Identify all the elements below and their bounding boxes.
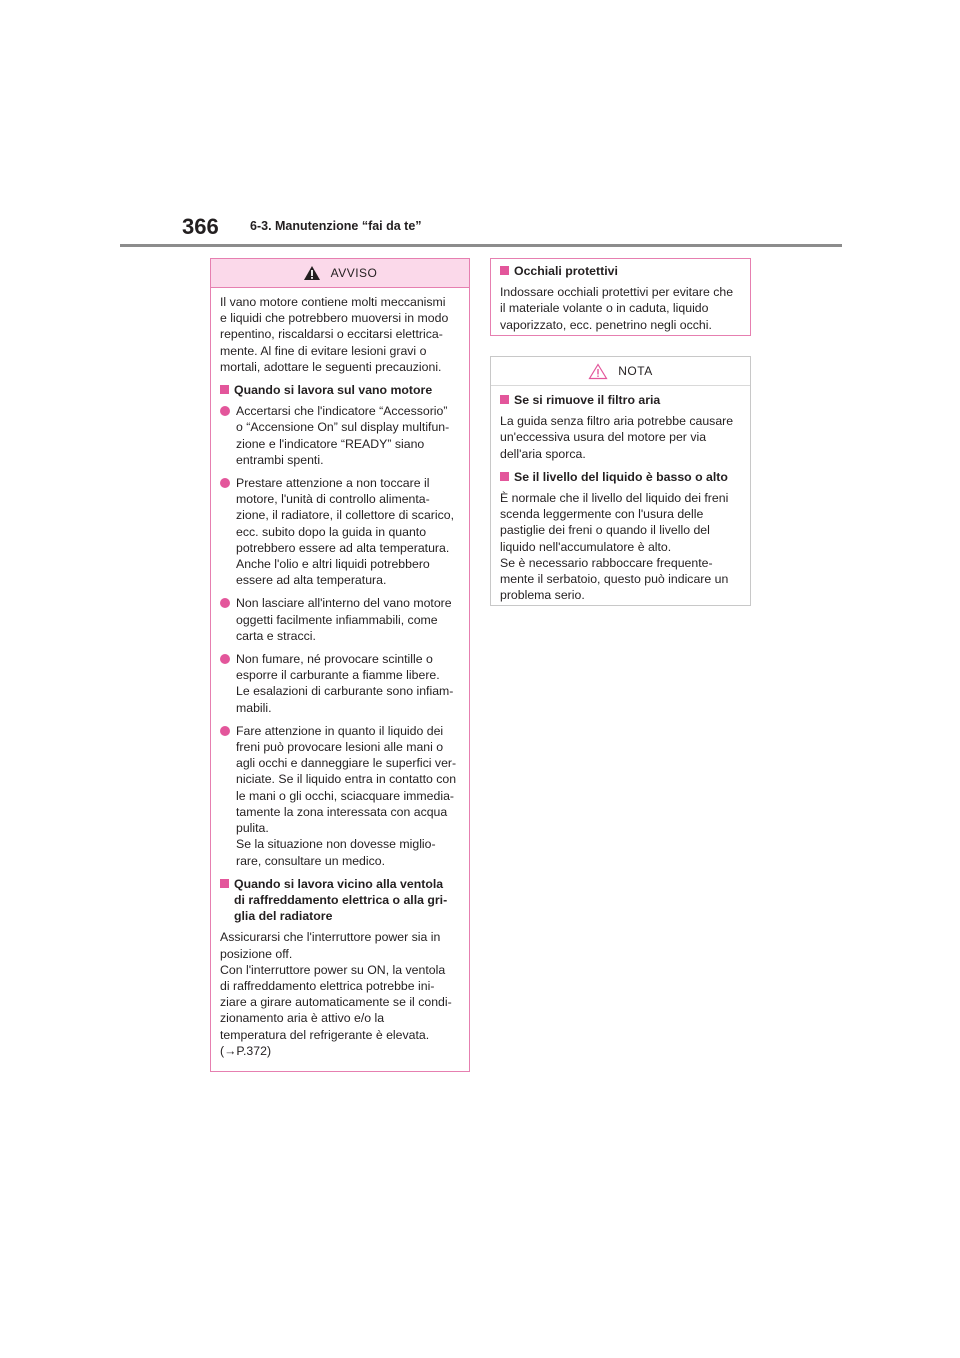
list-item: Non fumare, né provocare scintille o esporre il carburante a fiamme libere. Le esalazioni di carburante sono infiam- mabili. (220, 651, 460, 716)
warning-intro: Il vano motore contiene molti meccanismi e liquidi che potrebbero muoversi in modo repentino, riscaldarsi o eccitarsi elettrica- mente. Al fine di evitare lesioni gravi o mortali, adottare le seguenti precauzioni. (220, 295, 449, 374)
note-title: NOTA (618, 364, 653, 378)
page-number: 366 (182, 214, 219, 239)
round-bullet-icon (220, 406, 230, 416)
warning-title: AVVISO (330, 266, 378, 280)
round-bullet-icon (220, 478, 230, 488)
note-air-filter-text: La guida senza filtro aria potrebbe causare un'eccessiva usura del motore per via dell'aria sporca. (500, 414, 734, 461)
note-heading-air-filter: Se si rimuove il filtro aria (500, 392, 741, 408)
warning-triangle-icon (303, 265, 321, 281)
warning-header (211, 259, 469, 288)
round-bullet-icon (220, 654, 230, 664)
square-bullet-icon (500, 266, 509, 275)
warning-continuation-box (490, 258, 751, 336)
square-bullet-icon (500, 472, 509, 481)
warning-heading-fan: Quando si lavora vicino alla ventola di raffreddamento elettrica o alla gri- glia del radiatore (220, 876, 460, 925)
round-bullet-icon (220, 726, 230, 736)
goggles-text: Indossare occhiali protettivi per evitare che il materiale volante o in caduta, liquido vaporizzato, ecc. penetrino negli occhi. (500, 285, 734, 332)
note-header (491, 357, 750, 386)
square-bullet-icon (500, 395, 509, 404)
list-item: Non lasciare all'interno del vano motore oggetti facilmente infiammabili, come carta e stracci. (220, 595, 460, 644)
list-item: Accertarsi che l'indicatore “Accessorio” o “Accensione On” sul display multifun- zione e l'indicatore “READY” siano entrambi spenti. (220, 403, 460, 468)
goggles-heading: Occhiali protettivi (500, 263, 741, 279)
note-fluid-level-text: È normale che il livello del liquido dei freni scenda leggermente con l'usura delle pastiglie dei freni o quando il livello del liquido nell'accumulatore è alto. Se è necessario rabboccare frequente- mente il serbatoio, questo può indicare un problema serio. (500, 491, 729, 603)
note-heading-fluid-level: Se il livello del liquido è basso o alto (500, 469, 741, 485)
round-bullet-icon (220, 598, 230, 608)
section-title: 6-3. Manutenzione “fai da te” (250, 219, 422, 233)
caution-triangle-icon (588, 363, 608, 380)
warning-fan-text: Assicurarsi che l'interruttore power sia in posizione off. Con l'interruttore power su ON, la ventola di raffreddamento elettrica potrebbe ini- ziare a girare automaticamente se il condi- zionamento aria è attivo e/o la temperatura del refrigerante è elevata. (→P.372) (220, 930, 452, 1058)
warning-heading-engine: Quando si lavora sul vano motore (220, 382, 460, 398)
header-rule (120, 244, 842, 247)
list-item: Fare attenzione in quanto il liquido dei freni può provocare lesioni alle mani o agli occhi e danneggiare le superfici ver- niciate. Se il liquido entra in contatto con le mani o gli occhi, sciacquare immedia- tamente la zona interessata con acqua pulita. Se la situazione non dovesse miglio- rare, consultare un medico. (220, 723, 460, 869)
warning-box (210, 258, 470, 1072)
square-bullet-icon (220, 879, 229, 888)
list-item: Prestare attenzione a non toccare il motore, l'unità di controllo alimenta- zione, il radiatore, il collettore di scarico, ecc. subito dopo la guida in quanto potrebbero essere ad alta temperatura. Anche l'olio e altri liquidi potrebbero essere ad alta temperatura. (220, 475, 460, 588)
square-bullet-icon (220, 385, 229, 394)
note-box (490, 356, 751, 606)
